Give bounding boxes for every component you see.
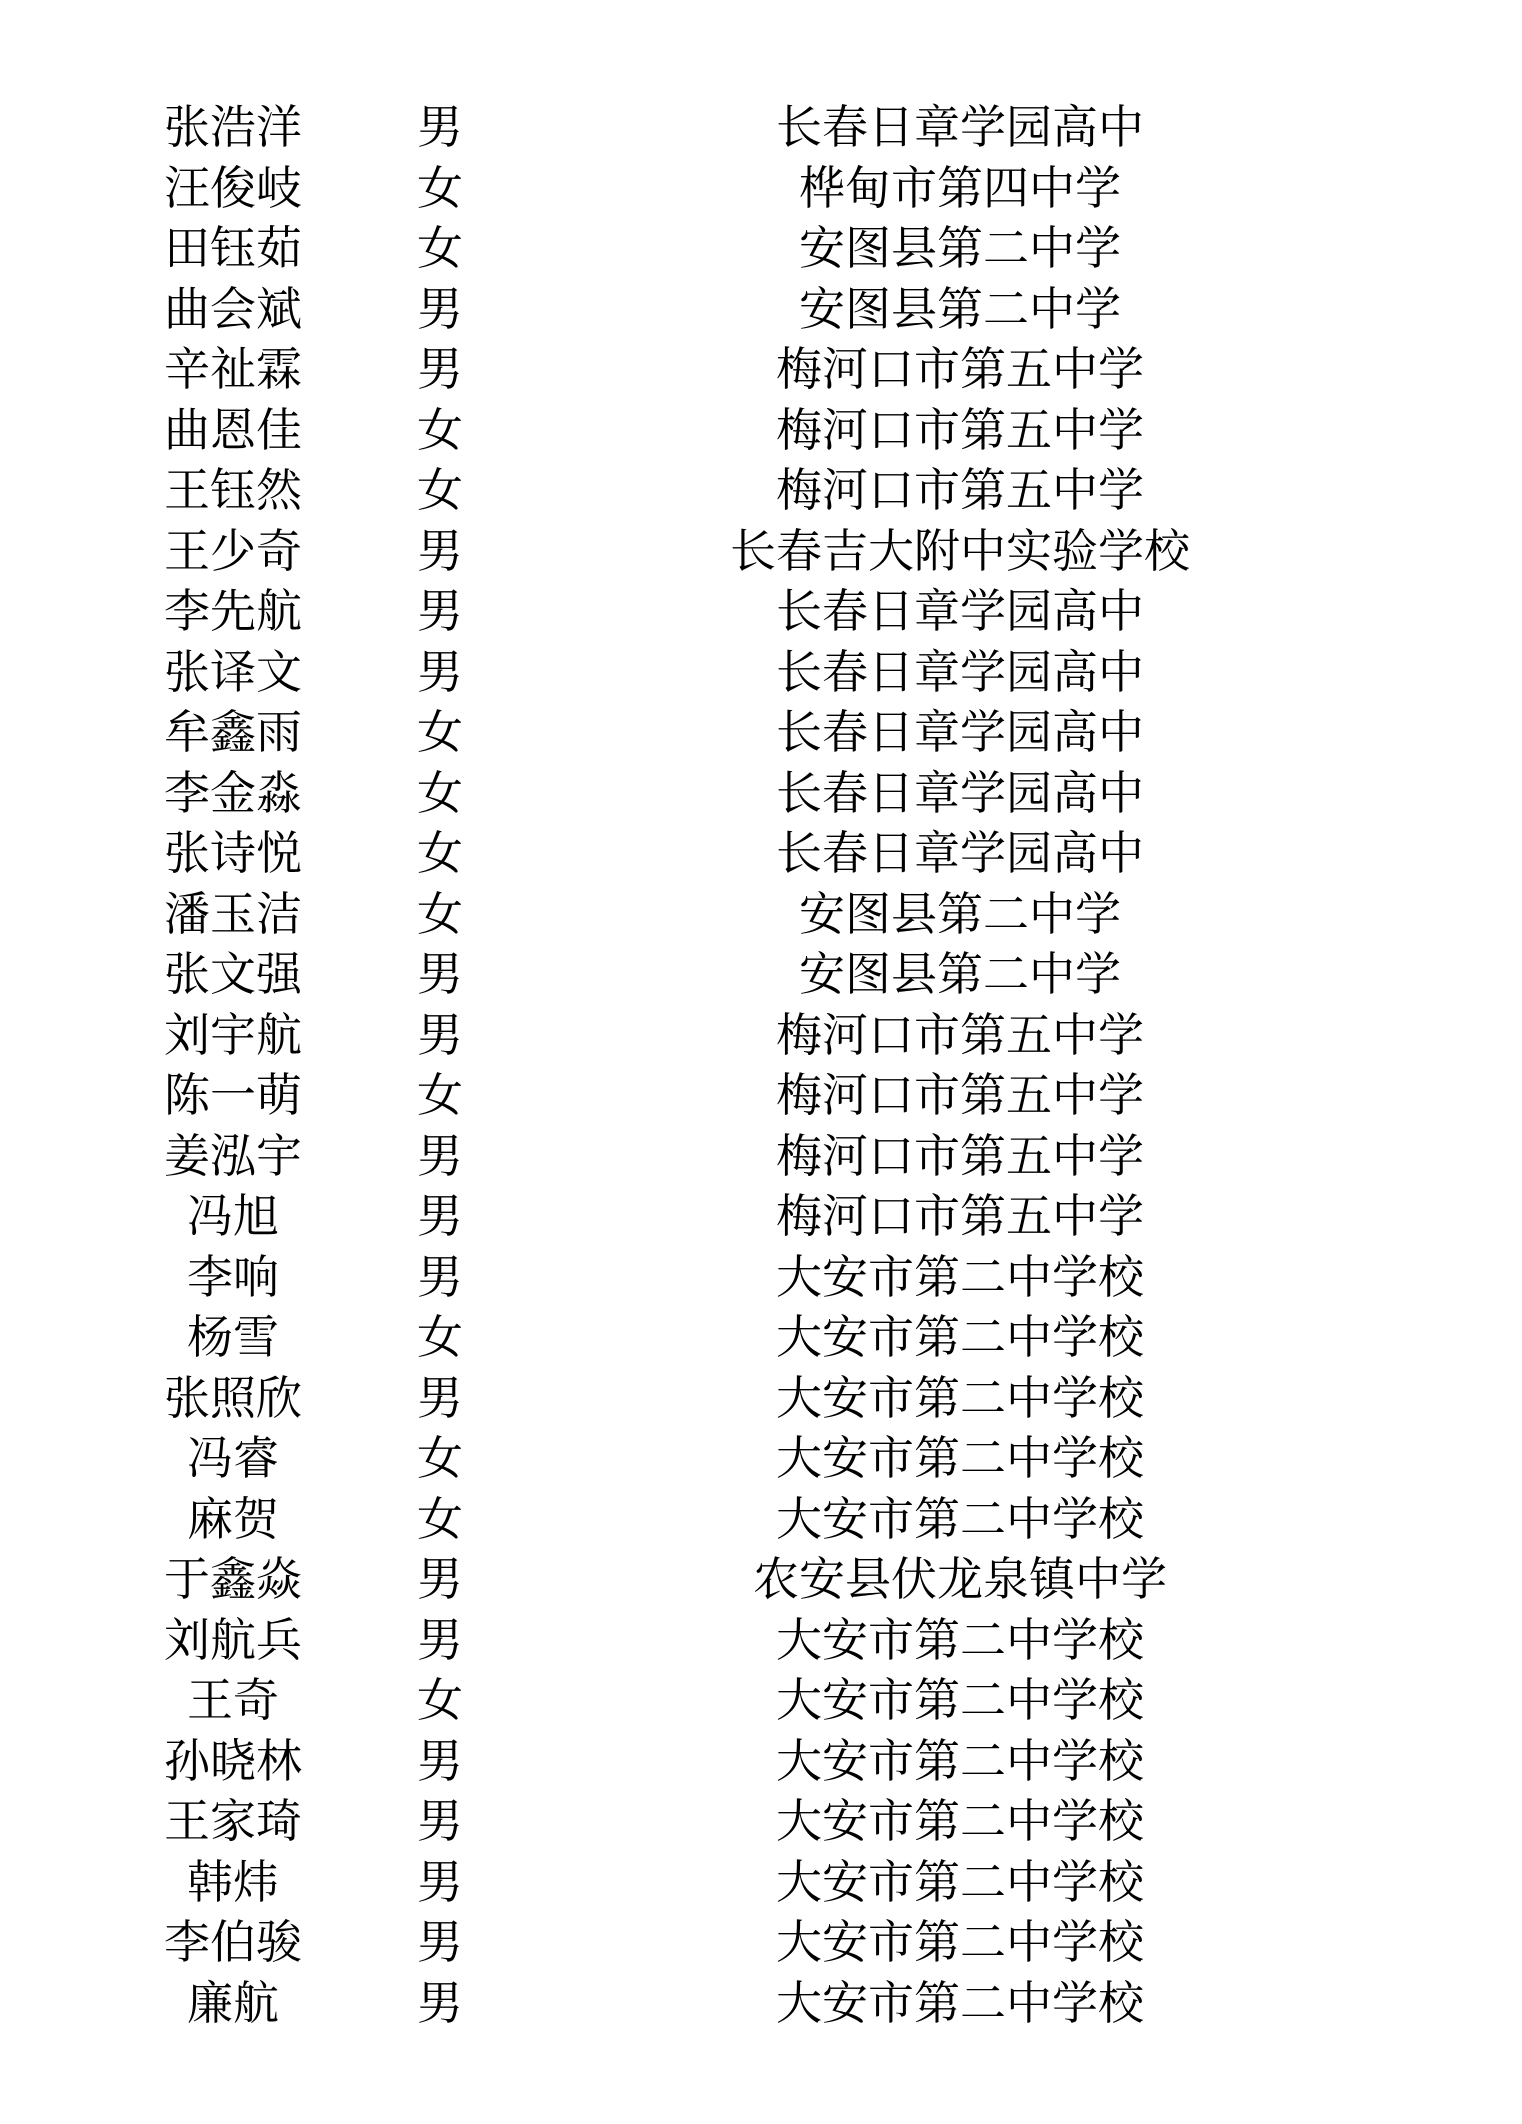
school-cell: 长春日章学园高中 xyxy=(776,644,1144,699)
school-cell: 大安市第二中学校 xyxy=(776,1915,1144,1969)
table-row xyxy=(0,1852,1522,1913)
student-name-cell: 王奇 xyxy=(187,1673,279,1727)
table-row xyxy=(0,1247,1522,1308)
school-cell: 长春日章学园高中 xyxy=(776,584,1144,638)
student-name-cell: 韩炜 xyxy=(187,1854,279,1909)
gender-cell: 男 xyxy=(417,1249,463,1304)
table-row xyxy=(0,1549,1522,1610)
student-name-cell: 李响 xyxy=(187,1249,279,1304)
table-row xyxy=(0,1912,1522,1973)
student-name-cell: 张文强 xyxy=(164,947,302,1001)
school-cell: 大安市第二中学校 xyxy=(776,1612,1144,1667)
student-name-cell: 张译文 xyxy=(164,644,302,699)
student-name-cell: 曲会斌 xyxy=(164,281,302,336)
school-cell: 梅河口市第五中学 xyxy=(776,342,1144,396)
table-row xyxy=(0,944,1522,1005)
school-cell: 农安县伏龙泉镇中学 xyxy=(753,1552,1167,1606)
gender-cell: 女 xyxy=(417,886,463,941)
table-row xyxy=(0,763,1522,824)
gender-cell: 男 xyxy=(417,100,463,154)
school-cell: 安图县第二中学 xyxy=(799,281,1121,336)
gender-cell: 女 xyxy=(417,705,463,759)
school-cell: 梅河口市第五中学 xyxy=(776,1007,1144,1062)
student-name-cell: 于鑫焱 xyxy=(164,1552,302,1606)
student-name-cell: 张浩洋 xyxy=(164,100,302,154)
student-name-cell: 张诗悦 xyxy=(164,826,302,880)
student-roster-table xyxy=(0,97,1522,2033)
table-row xyxy=(0,823,1522,884)
student-name-cell: 李金淼 xyxy=(164,765,302,820)
gender-cell: 男 xyxy=(417,1189,463,1243)
school-cell: 大安市第二中学校 xyxy=(776,1310,1144,1364)
gender-cell: 男 xyxy=(417,947,463,1001)
school-cell: 大安市第二中学校 xyxy=(776,1370,1144,1425)
gender-cell: 男 xyxy=(417,584,463,638)
table-row xyxy=(0,581,1522,642)
school-cell: 大安市第二中学校 xyxy=(776,1491,1144,1546)
school-cell: 大安市第二中学校 xyxy=(776,1975,1144,2030)
gender-cell: 女 xyxy=(417,1068,463,1122)
school-cell: 桦甸市第四中学 xyxy=(799,160,1121,215)
school-cell: 梅河口市第五中学 xyxy=(776,1128,1144,1183)
table-row xyxy=(0,1428,1522,1489)
table-row xyxy=(0,884,1522,945)
table-row xyxy=(0,1670,1522,1731)
table-row xyxy=(0,1973,1522,2034)
student-name-cell: 李先航 xyxy=(164,584,302,638)
table-row xyxy=(0,1186,1522,1247)
gender-cell: 男 xyxy=(417,1007,463,1062)
table-row xyxy=(0,218,1522,279)
school-cell: 梅河口市第五中学 xyxy=(776,463,1144,517)
student-name-cell: 姜泓宇 xyxy=(164,1128,302,1183)
table-row xyxy=(0,1126,1522,1187)
gender-cell: 男 xyxy=(417,644,463,699)
school-cell: 长春日章学园高中 xyxy=(776,826,1144,880)
student-name-cell: 李伯骏 xyxy=(164,1915,302,1969)
school-cell: 长春日章学园高中 xyxy=(776,705,1144,759)
student-name-cell: 刘航兵 xyxy=(164,1612,302,1667)
school-cell: 长春日章学园高中 xyxy=(776,765,1144,820)
school-cell: 大安市第二中学校 xyxy=(776,1431,1144,1485)
student-name-cell: 曲恩佳 xyxy=(164,402,302,457)
student-name-cell: 杨雪 xyxy=(187,1310,279,1364)
gender-cell: 女 xyxy=(417,402,463,457)
student-name-cell: 田钰茹 xyxy=(164,221,302,275)
student-name-cell: 辛祉霖 xyxy=(164,342,302,396)
table-row xyxy=(0,1610,1522,1671)
gender-cell: 女 xyxy=(417,1673,463,1727)
gender-cell: 男 xyxy=(417,1975,463,2030)
student-name-cell: 冯旭 xyxy=(187,1189,279,1243)
school-cell: 大安市第二中学校 xyxy=(776,1673,1144,1727)
table-row xyxy=(0,460,1522,521)
gender-cell: 女 xyxy=(417,221,463,275)
table-row xyxy=(0,1731,1522,1792)
school-cell: 大安市第二中学校 xyxy=(776,1733,1144,1788)
table-row xyxy=(0,521,1522,582)
student-name-cell: 刘宇航 xyxy=(164,1007,302,1062)
gender-cell: 男 xyxy=(417,523,463,578)
school-cell: 大安市第二中学校 xyxy=(776,1249,1144,1304)
gender-cell: 男 xyxy=(417,1733,463,1788)
gender-cell: 女 xyxy=(417,826,463,880)
table-row xyxy=(0,1489,1522,1550)
gender-cell: 男 xyxy=(417,1128,463,1183)
table-row xyxy=(0,1065,1522,1126)
gender-cell: 男 xyxy=(417,1794,463,1848)
table-row xyxy=(0,97,1522,158)
student-name-cell: 廉航 xyxy=(187,1975,279,2030)
gender-cell: 男 xyxy=(417,1612,463,1667)
student-name-cell: 陈一萌 xyxy=(164,1068,302,1122)
gender-cell: 男 xyxy=(417,281,463,336)
school-cell: 安图县第二中学 xyxy=(799,947,1121,1001)
student-name-cell: 王钰然 xyxy=(164,463,302,517)
gender-cell: 女 xyxy=(417,1431,463,1485)
school-cell: 梅河口市第五中学 xyxy=(776,1068,1144,1122)
school-cell: 长春日章学园高中 xyxy=(776,100,1144,154)
school-cell: 长春吉大附中实验学校 xyxy=(730,523,1190,578)
student-name-cell: 孙晓林 xyxy=(164,1733,302,1788)
table-row xyxy=(0,1005,1522,1066)
student-name-cell: 潘玉洁 xyxy=(164,886,302,941)
table-row xyxy=(0,1791,1522,1852)
student-name-cell: 汪俊岐 xyxy=(164,160,302,215)
student-name-cell: 王家琦 xyxy=(164,1794,302,1848)
gender-cell: 男 xyxy=(417,1854,463,1909)
table-row xyxy=(0,702,1522,763)
table-row xyxy=(0,279,1522,340)
table-row xyxy=(0,1368,1522,1429)
student-name-cell: 王少奇 xyxy=(164,523,302,578)
student-name-cell: 牟鑫雨 xyxy=(164,705,302,759)
school-cell: 安图县第二中学 xyxy=(799,221,1121,275)
school-cell: 大安市第二中学校 xyxy=(776,1794,1144,1848)
student-name-cell: 张照欣 xyxy=(164,1370,302,1425)
gender-cell: 女 xyxy=(417,1491,463,1546)
gender-cell: 女 xyxy=(417,463,463,517)
school-cell: 梅河口市第五中学 xyxy=(776,1189,1144,1243)
gender-cell: 男 xyxy=(417,1370,463,1425)
table-row xyxy=(0,158,1522,219)
table-row xyxy=(0,1307,1522,1368)
student-name-cell: 冯睿 xyxy=(187,1431,279,1485)
school-cell: 梅河口市第五中学 xyxy=(776,402,1144,457)
gender-cell: 男 xyxy=(417,342,463,396)
gender-cell: 女 xyxy=(417,160,463,215)
gender-cell: 男 xyxy=(417,1552,463,1606)
student-name-cell: 麻贺 xyxy=(187,1491,279,1546)
gender-cell: 女 xyxy=(417,765,463,820)
table-row xyxy=(0,339,1522,400)
gender-cell: 女 xyxy=(417,1310,463,1364)
school-cell: 大安市第二中学校 xyxy=(776,1854,1144,1909)
table-row xyxy=(0,400,1522,461)
table-row xyxy=(0,642,1522,703)
school-cell: 安图县第二中学 xyxy=(799,886,1121,941)
gender-cell: 男 xyxy=(417,1915,463,1969)
